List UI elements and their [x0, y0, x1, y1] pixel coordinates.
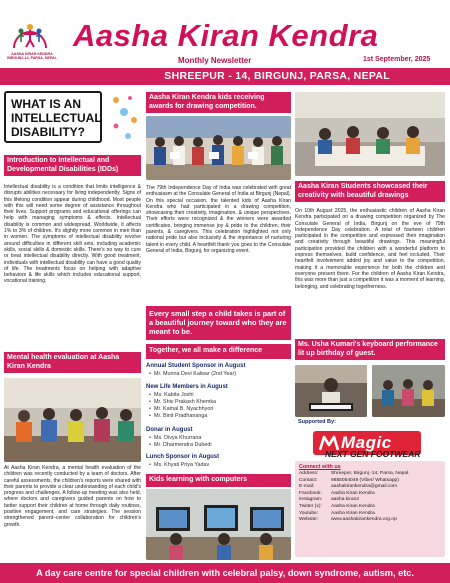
- computers-photo: [146, 489, 291, 560]
- supported-by-label: Supported By:: [298, 419, 336, 425]
- list-item: • Ms. Divya Khurrana: [146, 435, 291, 442]
- sponsor-tagline: NEXT GEN FOOTWEAR: [325, 449, 421, 459]
- contact-row-website: [299, 517, 441, 524]
- keyboard-performance-photo-icon: [295, 365, 367, 417]
- question-line3: DISABILITY?: [11, 125, 85, 139]
- lunch-sponsor-title: Lunch Sponsor in August: [146, 454, 220, 460]
- donar-title: Donar in August: [146, 427, 193, 433]
- logo-caption: [4, 52, 60, 60]
- issue-date: 1st September, 2025: [363, 56, 431, 63]
- list-item: • Ms. Khyati Priya Yadav: [146, 462, 291, 469]
- contact-title: Connect with us: [299, 464, 341, 470]
- intro-body: Intellectual disability is a condition that limits intelligence & disrupts abilities necessary for living independently. Signs of this lifelong condition appear during childhood. Most people with this will need some degree of assistance throughout their lives. Support programs and educational offerings can help with managing symptoms & effects. Intellectual disability is common and widespread. Worldwide, it affects 1% to 3% of children. It's slightly more common in men than in women. The symptoms of intellectual disability revolve around difficulties in different skill sets, including academic skills, social skills & domestic skills. There's no way to cure or treat intellectual disability directly. With good treatment, individuals with intellectual disability can have a good quality of life. The treatments focus on helping with adaptive behaviors & life skills which includes educational support, vocational training.: [4, 184, 141, 285]
- contact-key: Instagram:: [299, 497, 323, 503]
- drawing-photo: [295, 92, 445, 176]
- contact-row-instagram: [299, 497, 441, 504]
- list-item: • Mr. Dharmendra Dubedi: [146, 442, 291, 449]
- contact-key: E-mail:: [299, 484, 315, 490]
- contact-website-link[interactable]: www.aashakirankendra.org.np: [331, 517, 397, 523]
- annual-sponsor-title: Annual Student Sponsor in August: [146, 363, 246, 369]
- contact-key: Youtube:: [299, 510, 319, 516]
- contact-value: 9855054049 (Viber/ Whatsapp): [331, 477, 399, 483]
- drawings-heading: Aasha Kiran Students showcased their creativity with beautiful drawings: [295, 181, 445, 202]
- award-ceremony-photo-icon: [146, 116, 291, 180]
- quote: Every small step a child takes is part of a beautiful journey toward who they are meant to be.: [146, 306, 291, 340]
- list-item: • Mr. Binit Pradhananga: [146, 413, 291, 420]
- contact-row-address: [299, 471, 441, 478]
- question-line1: WHAT IS AN: [11, 97, 81, 111]
- awards-heading: Aasha Kiran Kendra kids receiving awards for drawing competition.: [146, 92, 291, 113]
- list-item: • Ms. Kabita Joshi: [146, 392, 291, 399]
- keyboard-photo-2: [372, 365, 445, 417]
- mental-health-body: At Aasha Kiran Kendra, a mental health evaluation of the children was recently conducted by a team of doctors. After careful assessments, the children's reports were shared with their parents to provide a clear understanding of each child's progress and challenges. A follow-up meeting was also held, where doctors and caregivers guided parents on how to better support their children at home through daily routines, positive engagement, and care strategies. The session strengthened parent–center collaboration for children's growth.: [4, 465, 141, 528]
- birthday-group-photo-icon: [372, 365, 445, 417]
- new-members-title: New Life Members in August: [146, 384, 228, 390]
- mental-health-heading: Mental health evaluation at Aasha Kiran Kendra: [4, 352, 141, 373]
- contact-key: Website:: [299, 517, 318, 523]
- keyboard-heading: Ms. Usha Kumari's keyboard performance lit up birthday of guest.: [295, 339, 445, 360]
- computers-heading: Kids learning with computers: [146, 474, 291, 487]
- drawings-body: On 10th August 2025, the enthusiastic children of Aasha Kiran Kendra participated on a drawing competition organized by The Consulate General of India, Birgunj on the eve of 79th Independence Day celebration. A total of fourteen children participated in the competition and expressed their imagination and creativity through beautiful drawings. This meaningful participation provided the children with a wonderful platform to express themselves, build confidence, and feel included. Their heartfelt involvement added joy and value to the competition, making it a memorable experience for both the children and everyone present there. For the children of Aasha Kiran Kendra, this was more than just a competition it was a moment of learning, belonging, and celebrating togetherness.: [295, 208, 445, 290]
- mental-health-photo: [4, 378, 141, 462]
- sponsor-name: Magic: [341, 433, 392, 452]
- contact-key: Address:: [299, 471, 319, 476]
- question-line2: INTELLECTUAL: [11, 111, 102, 125]
- contact-email-link[interactable]: aashakirankendra@gmail.com: [331, 484, 398, 490]
- contact-key: Facebook:: [299, 490, 322, 496]
- contact-row-twitter: [299, 504, 441, 511]
- drawing-competition-photo-icon: [295, 92, 445, 176]
- masthead: [0, 0, 450, 68]
- contact-value: aasha.kiran2: [331, 497, 360, 503]
- donar-block: [146, 427, 291, 449]
- awards-photo: [146, 116, 291, 180]
- logo-caption-line1: AASHA KIRAN KENDRA: [11, 52, 53, 56]
- list-item: • Mr. Kamal B. Nyachhyon: [146, 406, 291, 413]
- computer-class-photo-icon: [146, 489, 291, 560]
- question-box: [4, 91, 102, 143]
- contact-key: Contact:: [299, 477, 318, 483]
- issue-type: Monthly Newsletter: [178, 56, 252, 65]
- contact-value: Aasha Kiran Kendra: [331, 490, 375, 496]
- list-item: • Mr. Munna Devi Kalwar (2nd Year): [146, 371, 291, 378]
- location-bar: SHREEPUR - 14, BIRGUNJ, PARSA, NEPAL: [0, 68, 450, 85]
- contact-value: Aasha Kiran Kendra: [331, 510, 375, 516]
- keyboard-photo-1: [295, 365, 367, 417]
- contact-row-email: [299, 484, 441, 491]
- decorative-dots-icon: [108, 92, 140, 144]
- together-heading: Together, we all make a difference: [146, 344, 291, 359]
- intro-heading: Introduction to Intellectual and Developmental Disabilities (IDDs): [4, 155, 141, 176]
- contact-key: Twitter (x):: [299, 503, 322, 509]
- logo-emblem-icon: [10, 18, 50, 52]
- newsletter-title: Aasha Kiran Kendra: [73, 18, 379, 53]
- footer-tagline: A day care centre for special children with celebral palsy, down syndrome, autism, etc.: [0, 563, 450, 583]
- meeting-photo-icon: [4, 378, 141, 462]
- awards-body: The 79th Independence Day of India was celebrated with great enthusiasm at the Consulate General of India at Birgunj (Nepal). On this special occasion, the talented kids of Aasha Kiran Kendra who had participated in a drawing competition, showcasing their creativity, imagination, & unique perspectives. Their efforts were recognized & the winners were awarded certificates, bringing immense joy & pride to the children, their parents, & caregivers. This celebration highlighted not only national pride but also inclusivity & the importance of nurturing talent in every child. A heartfelt thank you goes to the Consulate General of India, Birgunj, for organizing event.: [146, 185, 291, 254]
- contact-value: Aasha Kiran Kendra: [331, 503, 375, 509]
- list-item: • Mr. Shiv Prakash Khemka: [146, 399, 291, 406]
- annual-sponsor-block: [146, 363, 291, 378]
- contact-value: Shreepur, Birgunj -14, Parsa, Nepal.: [331, 471, 410, 476]
- logo: [4, 18, 56, 66]
- logo-caption-line2: BIRGUNJ-14, PARSA, NEPAL: [7, 56, 57, 61]
- new-members-block: [146, 384, 291, 420]
- contact-box: [295, 461, 445, 557]
- lunch-sponsor-block: [146, 454, 291, 469]
